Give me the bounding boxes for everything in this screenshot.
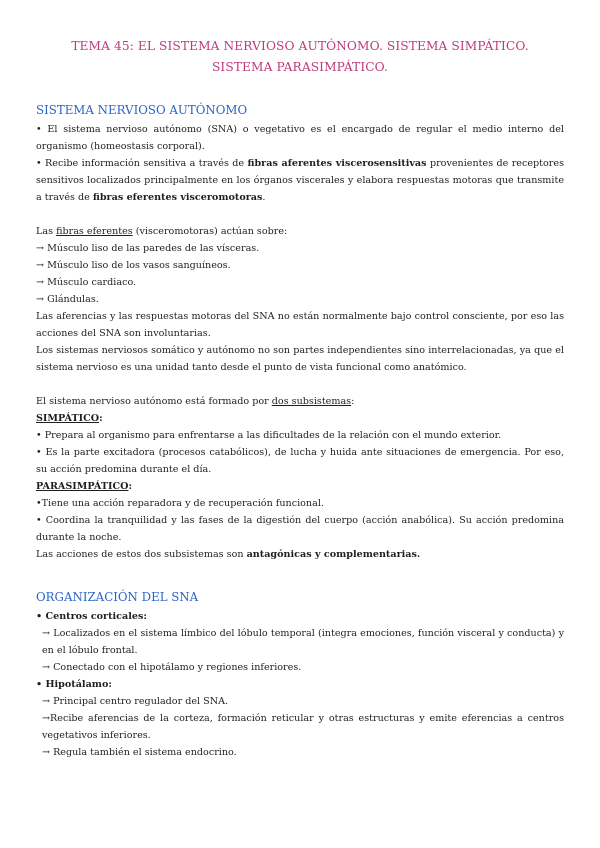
- subheading-centros-corticales: [36, 608, 564, 625]
- paragraph-involuntary: Las aferencias y las respuestas motoras del SNA no están normalmente bajo control consciente, por eso las acciones del SNA son involuntarias.: [36, 311, 564, 339]
- paragraph-interrelated: Los sistemas nerviosos somático y autónomo no son partes independientes sino interrelacionadas, ya que el sistema nervioso es una unidad tanto desde el punto de vista funcional como anatómico.: [36, 345, 564, 373]
- spacer: [36, 563, 564, 587]
- text: • Recibe información sensitiva a través de: [36, 158, 248, 169]
- list-item-target: → Músculo cardiaco.: [36, 277, 137, 288]
- paragraph-efferent-intro: [36, 223, 564, 240]
- bold-label: • Hipotálamo:: [36, 679, 112, 690]
- subheading-simpatico: [36, 410, 564, 427]
- underlined-term-efferent: fibras eferentes: [56, 226, 133, 237]
- subheading-parasimpatico: [36, 478, 564, 495]
- bold-term-efferent: fibras eferentes visceromotoras: [92, 192, 263, 203]
- text: .: [262, 192, 266, 203]
- underlined-term-subsystems: dos subsistemas: [271, 396, 352, 407]
- bold-term-antagonic: antagónicas y complementarias.: [246, 549, 421, 560]
- list-item-hipotalamo: → Principal centro regulador del SNA.: [42, 696, 229, 707]
- list-item-simpatico: • Es la parte excitadora (procesos catabólicos), de lucha y huida ante situaciones de emergencia. Por eso, su acción predomina durante el día.: [36, 447, 564, 475]
- text: El sistema nervioso autónomo está formado por: [36, 396, 272, 407]
- paragraph-sna-definition: • El sistema nervioso autónomo (SNA) o vegetativo es el encargado de regular el medio interno del organismo (homeostasis corporal).: [36, 124, 564, 152]
- bold-term-afferent: fibras aferentes viscerosensitivas: [247, 158, 427, 169]
- text: (visceromotoras) actúan sobre:: [132, 226, 288, 237]
- list-item-parasimpatico: •Tiene una acción reparadora y de recuperación funcional.: [36, 498, 324, 509]
- paragraph-subsystems: [36, 393, 564, 410]
- subheading-parasimpatico-label: PARASIMPÁTICO: [36, 481, 129, 492]
- bold-label: • Centros corticales:: [36, 611, 147, 622]
- section-heading-sna: SISTEMA NERVIOSO AUTÓNOMO: [36, 103, 248, 117]
- text: Las: [36, 226, 57, 237]
- list-item-target: → Glándulas.: [36, 294, 99, 305]
- colon: :: [128, 481, 133, 492]
- list-item-centros: → Localizados en el sistema límbico del lóbulo temporal (integra emociones, función visceral y conducta) y en el lóbulo frontal.: [42, 628, 564, 656]
- spacer: [36, 376, 564, 393]
- list-item-parasimpatico: • Coordina la tranquilidad y las fases de la digestión del cuerpo (acción anabólica). Su acción predomina durante la noche.: [36, 515, 564, 543]
- list-item-target: → Músculo liso de las paredes de las vísceras.: [36, 243, 260, 254]
- list-item-hipotalamo: →Recibe aferencias de la corteza, formación reticular y otras estructuras y emite eferencias a centros vegetativos inferiores.: [42, 713, 564, 741]
- list-item-simpatico: • Prepara al organismo para enfrentarse a las dificultades de la relación con el mundo exterior.: [36, 430, 502, 441]
- text: Las acciones de estos dos subsistemas son: [36, 549, 247, 560]
- paragraph-sna-function: [36, 155, 564, 206]
- text: provenientes de receptores sensitivos localizados principalmente en los órganos viscerales y elabora respuestas motoras que transmite a través de: [36, 158, 564, 203]
- text: :: [351, 396, 355, 407]
- list-item-centros: → Conectado con el hipotálamo y regiones inferiores.: [42, 662, 302, 673]
- list-item-target: → Músculo liso de los vasos sanguíneos.: [36, 260, 231, 271]
- subheading-simpatico-label: SIMPÁTICO: [36, 413, 100, 424]
- page-title: TEMA 45: EL SISTEMA NERVIOSO AUTÓNOMO. SISTEMA SIMPÁTICO. SISTEMA PARASIMPÁTICO.: [71, 39, 529, 74]
- subheading-hipotalamo: [36, 676, 564, 693]
- list-item-hipotalamo: → Regula también el sistema endocrino.: [42, 747, 237, 758]
- spacer: [36, 206, 564, 223]
- section-heading-organizacion: ORGANIZACIÓN DEL SNA: [36, 590, 199, 604]
- colon: :: [99, 413, 103, 424]
- paragraph-actions: [36, 546, 564, 563]
